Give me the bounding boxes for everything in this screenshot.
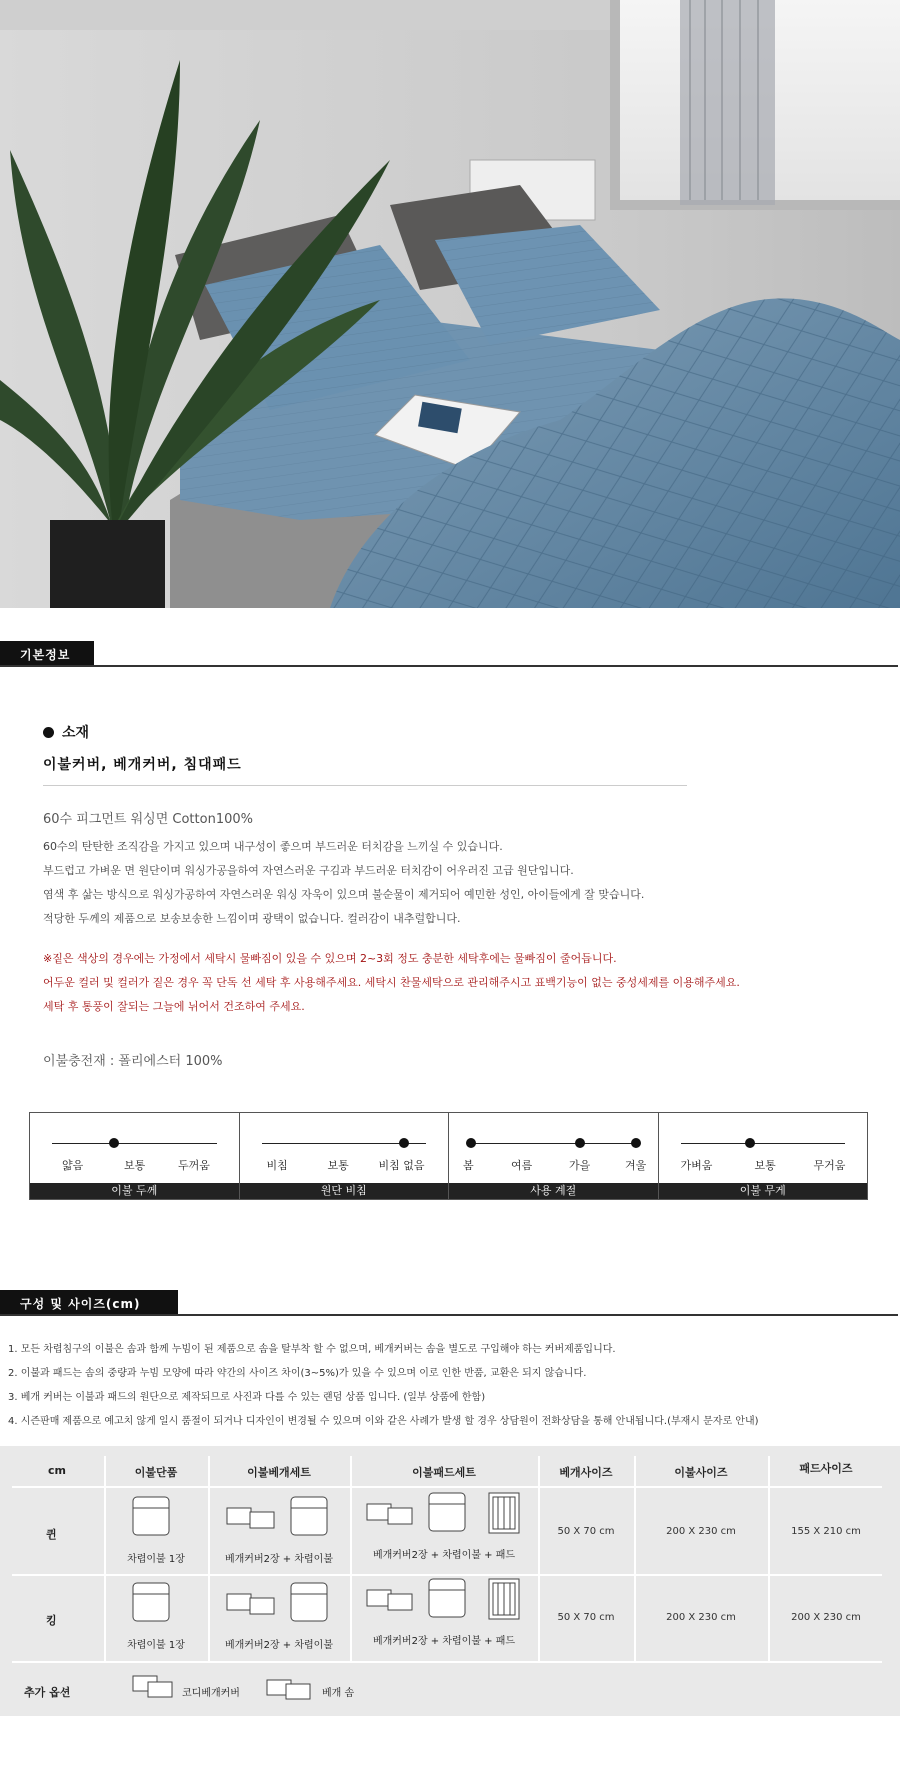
- scale-label: 가을: [569, 1159, 591, 1172]
- section-divider: [0, 665, 898, 667]
- row-label: 킹: [46, 1614, 57, 1627]
- size-note: 3. 베개 커버는 이불과 패드의 원단으로 제작되므로 사진과 다를 수 있는 랜덤 상품 입니다. (일부 상품에 한함): [8, 1392, 486, 1403]
- scale-label: 보통: [327, 1159, 349, 1172]
- quilt-size: 200 X 230 cm: [666, 1526, 736, 1537]
- table-divider: [12, 1486, 882, 1488]
- row-label: 퀸: [46, 1528, 57, 1541]
- scale-title: 사용 계절: [449, 1183, 658, 1199]
- scale-marker: [631, 1138, 641, 1148]
- size-note: 2. 이불과 패드는 솜의 중량과 누빔 모양에 따라 약간의 사이즈 차이(3~5%)가 있을 수 있으며 이로 인한 반품, 교환은 되지 않습니다.: [8, 1368, 587, 1379]
- scale-label: 얇음: [62, 1159, 84, 1172]
- scale-seethrough: [240, 1113, 450, 1199]
- scale-title: 이불 두께: [30, 1183, 239, 1199]
- option-item: 베개 솜: [322, 1688, 355, 1699]
- column-header: 이불패드세트: [412, 1466, 476, 1479]
- column-header: 패드사이즈: [799, 1462, 853, 1475]
- scale-label: 가벼움: [680, 1159, 713, 1172]
- sizes-header: 구성 및 사이즈(cm): [0, 1290, 178, 1314]
- divider: [43, 785, 687, 786]
- description-line: 60수의 탄탄한 조직감을 가지고 있으며 내구성이 좋으며 부드러운 터치감을 느끼실 수 있습니다.: [43, 840, 503, 853]
- scale-label: 보통: [124, 1159, 146, 1172]
- column-header: 이불단품: [134, 1466, 178, 1479]
- item-caption: 베개커버2장 + 차렵이불 + 패드: [372, 1550, 516, 1561]
- scale-track: [471, 1143, 638, 1144]
- scale-track: [52, 1143, 217, 1144]
- item-caption: 베개커버2장 + 차렵이불 + 패드: [372, 1636, 516, 1647]
- quilt-icon: [290, 1582, 330, 1624]
- description-line: 염색 후 삶는 방식으로 워싱가공하여 자연스러운 워싱 자욱이 있으며 불순물이 제거되어 예민한 성인, 아이들에게 잘 맞습니다.: [43, 888, 645, 901]
- size-table: [0, 1446, 900, 1716]
- pillow-icon: [226, 1588, 278, 1616]
- quilt-size: 200 X 230 cm: [666, 1612, 736, 1623]
- pillow-size: 50 X 70 cm: [557, 1526, 615, 1537]
- item-caption: 베개커버2장 + 차렵이불: [224, 1640, 334, 1651]
- pad-icon: [488, 1492, 522, 1536]
- column-header: 베개사이즈: [559, 1466, 613, 1479]
- pad-size: 155 X 210 cm: [791, 1526, 861, 1537]
- scale-marker: [745, 1138, 755, 1148]
- scale-season: [449, 1113, 659, 1199]
- fabric-spec: 60수 피그먼트 워싱면 Cotton100%: [43, 812, 253, 827]
- basic-info-header: 기본정보: [0, 641, 94, 665]
- scale-marker: [399, 1138, 409, 1148]
- pad-size: 200 X 230 cm: [791, 1612, 861, 1623]
- bullet-icon: [43, 727, 54, 738]
- description-line: 부드럽고 가벼운 면 원단이며 워싱가공을하여 자연스러운 구김과 부드러운 터치감이 어우러진 고급 원단입니다.: [43, 864, 574, 877]
- scale-track: [681, 1143, 846, 1144]
- scale-marker: [466, 1138, 476, 1148]
- column-header: cm: [48, 1464, 66, 1477]
- scale-title: 이불 무게: [659, 1183, 868, 1199]
- item-caption: 베개커버2장 + 차렵이불: [224, 1554, 334, 1565]
- items-title: 이불커버, 베개커버, 침대패드: [43, 757, 242, 773]
- scale-label: 여름: [511, 1159, 533, 1172]
- pillow-icon: [366, 1500, 416, 1526]
- filling-spec: 이불충전재 : 폴리에스터 100%: [43, 1054, 223, 1069]
- table-divider: [12, 1661, 882, 1663]
- scale-label: 무거움: [813, 1159, 846, 1172]
- scale-label: 비침: [266, 1159, 288, 1172]
- pillow-size: 50 X 70 cm: [557, 1612, 615, 1623]
- warning-line: 세탁 후 통풍이 잘되는 그늘에 뉘어서 건조하여 주세요.: [43, 1000, 305, 1013]
- item-caption: 차렵이불 1장: [127, 1554, 185, 1565]
- scale-title: 원단 비침: [240, 1183, 449, 1199]
- size-note: 4. 시즌판매 제품으로 예고치 않게 일시 품절이 되거나 디자인이 변경될 수 있으며 이와 같은 사례가 발생 할 경우 상담원이 전화상담을 통해 안내됩니다.(부재시 문자로 안내): [8, 1416, 759, 1427]
- pillow-icon: [226, 1502, 278, 1530]
- description-line: 적당한 두께의 제품으로 보송보송한 느낌이며 광택이 없습니다. 컬러감이 내추럴합니다.: [43, 912, 461, 925]
- table-divider: [768, 1456, 770, 1661]
- pillow-insert-icon: [266, 1676, 314, 1702]
- quilt-icon: [132, 1582, 172, 1624]
- column-header: 이불사이즈: [674, 1466, 728, 1479]
- warning-line: ※짙은 색상의 경우에는 가정에서 세탁시 물빠짐이 있을 수 있으며 2~3회 정도 충분한 세탁후에는 물빠짐이 줄어듭니다.: [43, 952, 617, 965]
- table-divider: [634, 1456, 636, 1661]
- options-label: 추가 옵션: [24, 1686, 71, 1699]
- pad-icon: [488, 1578, 522, 1622]
- scale-label: 두꺼움: [178, 1159, 210, 1172]
- scale-marker: [575, 1138, 585, 1148]
- pillow-icon: [132, 1674, 176, 1700]
- warning-line: 어두운 컬러 및 컬러가 짙은 경우 꼭 단독 선 세탁 후 사용해주세요. 세탁시 찬물세탁으로 관리해주시고 표백기능이 없는 중성세제를 이용해주세요.: [43, 976, 740, 989]
- scale-marker: [109, 1138, 119, 1148]
- table-divider: [12, 1574, 882, 1576]
- product-photo: [0, 0, 900, 608]
- product-scales: [29, 1112, 868, 1200]
- scale-label: 비침 없음: [378, 1159, 425, 1172]
- size-note: 1. 모든 차렵침구의 이불은 솜과 함께 누빔이 된 제품으로 솜을 탈부착 할 수 없으며, 베개커버는 솜을 별도로 구입해야 하는 커버제품입니다.: [8, 1344, 616, 1355]
- scale-label: 보통: [754, 1159, 776, 1172]
- material-title: 소재: [43, 722, 89, 742]
- pillow-icon: [366, 1586, 416, 1612]
- option-item: 코디베개커버: [182, 1688, 240, 1699]
- table-divider: [538, 1456, 540, 1661]
- scale-label: 겨울: [625, 1159, 647, 1172]
- scale-label: 봄: [463, 1159, 474, 1172]
- quilt-icon: [428, 1492, 468, 1534]
- column-header: 이불베개세트: [247, 1466, 311, 1479]
- scale-thickness: [30, 1113, 240, 1199]
- quilt-icon: [290, 1496, 330, 1538]
- section-divider: [0, 1314, 898, 1316]
- scale-weight: [659, 1113, 868, 1199]
- quilt-icon: [428, 1578, 468, 1620]
- quilt-icon: [132, 1496, 172, 1538]
- item-caption: 차렵이불 1장: [127, 1640, 185, 1651]
